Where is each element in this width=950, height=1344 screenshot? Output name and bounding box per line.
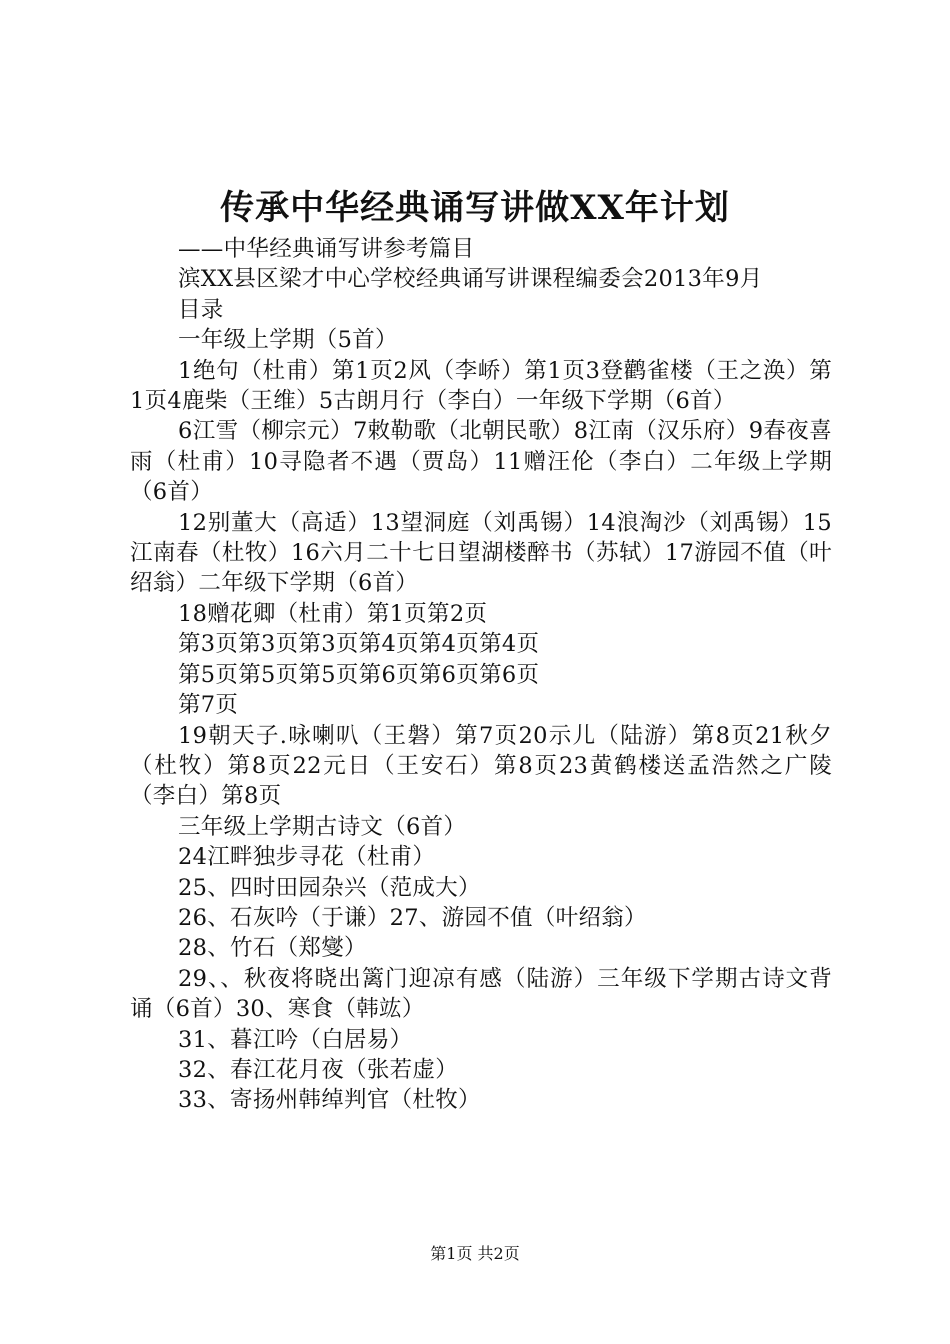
toc-paragraph: 18赠花卿（杜甫）第1页第2页 xyxy=(178,600,488,627)
toc-paragraph: 第7页 xyxy=(178,692,239,719)
editor-line: 滨XX县区梁才中心学校经典诵写讲课程编委会2013年9月 xyxy=(178,266,763,293)
document-body xyxy=(130,234,832,1116)
toc-paragraph: 26、石灰吟（于谦）27、游园不值（叶绍翁） xyxy=(178,904,647,931)
toc-paragraph: 24江畔独步寻花（杜甫） xyxy=(178,844,436,871)
page-footer: 第1页 共2页 xyxy=(430,1244,520,1263)
toc-paragraph: 29、、秋夜将晓出篱门迎凉有感（陆游）三年级下学期古诗文背诵（6首）30、寒食（韩竑） xyxy=(130,965,832,1023)
toc-paragraph: 三年级上学期古诗文（6首） xyxy=(178,813,467,840)
toc-paragraph: 19朝天子.咏喇叭（王磐）第7页20示儿（陆游）第8页21秋夕（杜牧）第8页22元日（王安石）第8页23黄鹤楼送孟浩然之广陵（李白）第8页 xyxy=(130,722,832,810)
document-title: 传承中华经典诵写讲做XX年计划 xyxy=(220,188,730,228)
toc-paragraph: 25、四时田园杂兴（范成大） xyxy=(178,874,481,901)
toc-paragraph: 32、春江花月夜（张若虚） xyxy=(178,1056,459,1083)
toc-paragraph: 第3页第3页第3页第4页第4页第4页 xyxy=(178,631,540,658)
toc-paragraph: 31、暮江吟（白居易） xyxy=(178,1026,413,1053)
subtitle: ——中华经典诵写讲参考篇目 xyxy=(178,236,475,262)
toc-paragraph: 28、竹石（郑燮） xyxy=(178,935,367,962)
toc-paragraph: 33、寄扬州韩绰判官（杜牧） xyxy=(178,1087,481,1114)
toc-paragraph: 一年级上学期（5首） xyxy=(178,327,398,354)
toc-paragraph: 12别董大（高适）13望洞庭（刘禹锡）14浪淘沙（刘禹锡）15江南春（杜牧）16六月二十七日望湖楼醉书（苏轼）17游园不值（叶绍翁）二年级下学期（6首） xyxy=(130,509,832,597)
toc-paragraph: 6江雪（柳宗元）7敕勒歌（北朝民歌）8江南（汉乐府）9春夜喜雨（杜甫）10寻隐者不遇（贾岛）11赠汪伦（李白）二年级上学期（6首） xyxy=(130,418,832,506)
toc-paragraph: 第5页第5页第5页第6页第6页第6页 xyxy=(178,661,540,688)
toc-paragraph: 1绝句（杜甫）第1页2风（李峤）第1页3登鹳雀楼（王之涣）第1页4鹿柴（王维）5古朗月行（李白）一年级下学期（6首） xyxy=(130,357,832,415)
toc-heading: 目录 xyxy=(178,296,224,323)
